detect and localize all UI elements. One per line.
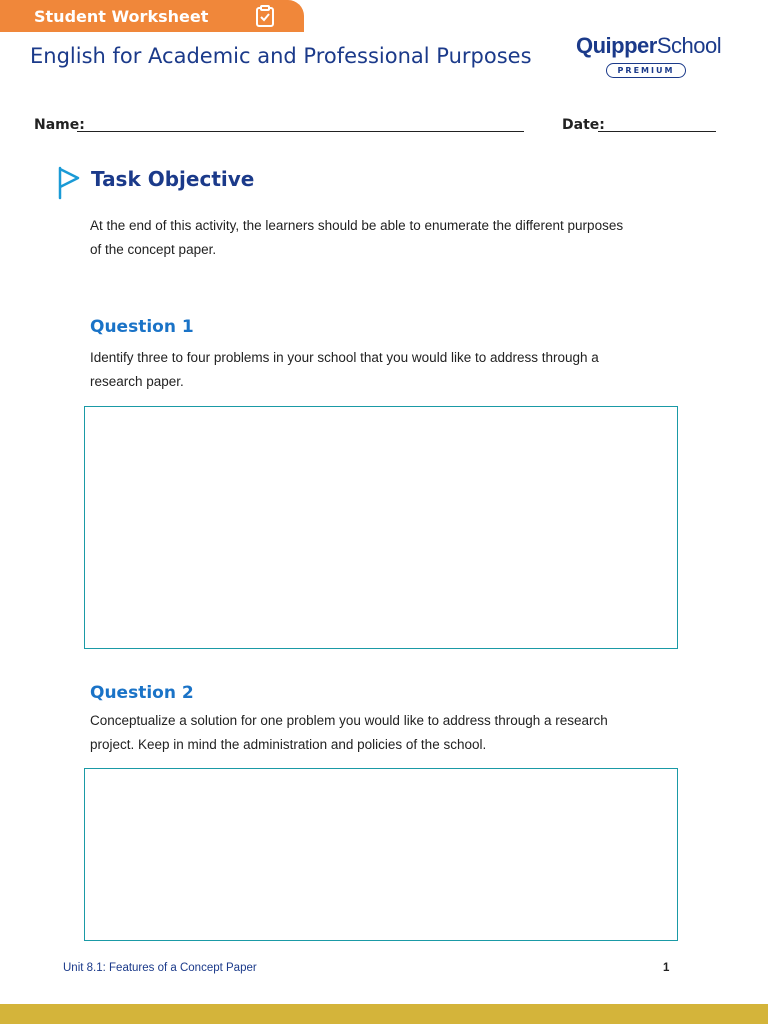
- question-2-answer-box[interactable]: [84, 768, 678, 941]
- date-field[interactable]: [598, 131, 716, 132]
- task-text-line-2: of the concept paper.: [90, 242, 217, 257]
- question-1-text: [90, 346, 678, 394]
- task-text-line-1: At the end of this activity, the learners should be able to enumerate the different purposes: [90, 218, 624, 233]
- question-2-line-2: project. Keep in mind the administration and policies of the school.: [90, 737, 487, 752]
- document-title: English for Academic and Professional Purposes: [30, 44, 532, 68]
- task-objective-text: [90, 214, 680, 262]
- task-objective-heading: Task Objective: [91, 167, 255, 191]
- question-1-heading: Question 1: [90, 317, 194, 337]
- quipper-school-logo: [576, 33, 722, 75]
- question-1-line-2: research paper.: [90, 374, 184, 389]
- question-2-heading: Question 2: [90, 683, 194, 703]
- premium-badge: PREMIUM: [606, 63, 686, 78]
- question-1-line-1: Identify three to four problems in your school that you would like to address through a: [90, 350, 599, 365]
- question-1-answer-box[interactable]: [84, 406, 678, 649]
- footer-unit: Unit 8.1: Features of a Concept Paper: [63, 962, 257, 974]
- name-field[interactable]: [77, 131, 524, 132]
- logo-brand-regular: School: [656, 33, 722, 58]
- date-label: Date:: [562, 117, 605, 133]
- tab-label: Student Worksheet: [34, 7, 209, 26]
- name-label: Name:: [34, 117, 85, 133]
- checklist-clipboard-icon: [255, 5, 275, 27]
- question-2-text: [90, 709, 680, 757]
- worksheet-tab: [0, 0, 304, 32]
- logo-brand-bold: Quipper: [576, 33, 657, 58]
- question-2-line-1: Conceptualize a solution for one problem you would like to address through a research: [90, 713, 608, 728]
- page-number: 1: [663, 962, 670, 974]
- bottom-bar: [0, 1004, 768, 1024]
- flag-icon: [56, 165, 82, 201]
